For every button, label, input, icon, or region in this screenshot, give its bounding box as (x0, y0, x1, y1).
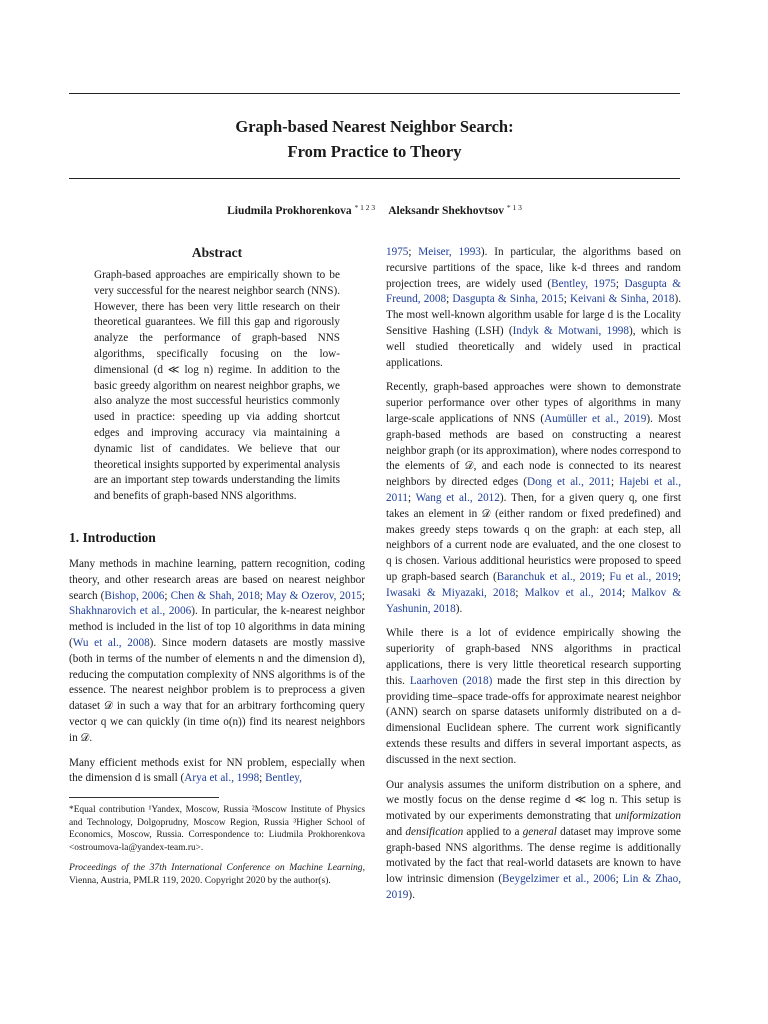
emphasis: uniformization (615, 810, 681, 823)
citation-link[interactable]: Hajebi et al., 2011 (386, 476, 682, 504)
author-affiliation-marks: * 1 3 (506, 203, 522, 212)
citation-link[interactable]: Dong et al., 2011 (527, 476, 611, 489)
intro-paragraph-6: Our analysis assumes the uniform distribution on a sphere, and we mostly focus on the dense regime d ≪ log n. This setup is motivated by our experiments demonstrating that uniformization and densification applied to a general dataset may improve some graph-based NNS algorithms. The dense regime is additionally motivated by the fact that real-world datasets are known to have low intrinsic dimension (Beygelzimer et al., 2006; Lin & Zhao, 2019). (386, 778, 681, 902)
footnote-affiliations: *Equal contribution ¹Yandex, Moscow, Russia ²Moscow Institute of Physics and Technology, Dolgoprudny, Moscow Region, Russia ³Higher School of Economics, Moscow, Russia. Correspondence to: Liudmila Prokhorenkova <ostroumova-la@yandex-team.ru>. (69, 805, 365, 853)
citation-link[interactable]: Bishop, 2006 (104, 589, 165, 602)
author-name: Aleksandr Shekhovtsov (388, 205, 505, 217)
intro-paragraph-1: Many methods in machine learning, pattern recognition, coding theory, and other research areas are based on nearest neighbor search (Bishop, 2006; Chen & Shah, 2018; May & Ozerov, 2015; Shakhnarovich et al., 2006). In particular, the k-nearest neighbor method is included in the list of top 10 algorithms in data mining (Wu et al., 2008). Since modern datasets are mostly massive (both in terms of the number of elements n and the dimension d), reducing the computation complexity of NNS algorithms is of the essence. The nearest neighbor problem is to preprocess a given dataset 𝒟 in such a way that for an arbitrary forthcoming query vector q we can quickly (in time o(n)) find its nearest neighbors in 𝒟. (69, 557, 366, 744)
citation-link[interactable]: Keivani & Sinha, 2018 (570, 293, 675, 306)
author-list (69, 203, 680, 217)
citation-link[interactable]: Wang et al., 2012 (415, 491, 500, 504)
author-name: Liudmila Prokhorenkova (227, 205, 352, 217)
intro-paragraph-4: Recently, graph-based approaches were shown to demonstrate superior performance over other types of algorithms in many large-scale applications of NNS (Aumüller et al., 2019). Most graph-based methods are based on constructing a nearest neighbor graph (or its approximation), where nodes correspond to the elements of 𝒟, and each node is connected to its nearest neighbors by directed edges (Dong et al., 2011; Hajebi et al., 2011; Wang et al., 2012). Then, for a given query q, one first takes an element in 𝒟 (either random or fixed predefined) and makes greedy steps towards q on the graph: at each step, all neighbors of a current node are evaluated, and the one closest to q is chosen. Various additional heuristics were proposed to speed up graph-based search (Baranchuk et al., 2019; Fu et al., 2019; Iwasaki & Miyazaki, 2018; Malkov et al., 2014; Malkov & Yashunin, 2018). (386, 381, 682, 615)
left-column (69, 244, 365, 888)
citation-link[interactable]: Lin & Zhao, 2019 (386, 873, 681, 902)
intro-paragraph-5: While there is a lot of evidence empirically showing the superiority of graph-based NNS algorithms in practical applications, there is very little theoretical research supporting this. Laarhoven (2018) made the first step in this direction by providing time–space trade-offs for approximate nearest neighbor (ANN) search on sparse datasets uniformly distributed on a d-dimensional Euclidean sphere. The current work significantly extends these results and differs in several important aspects, as discussed in the next section. (386, 627, 681, 766)
intro-paragraph-2: Many efficient methods exist for NN problem, especially when the dimension d is small (Arya et al., 1998; Bentley, (69, 756, 365, 785)
citation-link[interactable]: Chen & Shah, 2018 (170, 589, 260, 602)
citation-link[interactable]: May & Ozerov, 2015 (266, 589, 362, 602)
citation-link[interactable]: Shakhnarovich et al., 2006 (69, 605, 192, 618)
citation-link[interactable]: Meiser, 1993 (418, 246, 481, 258)
citation-link[interactable]: Baranchuk et al., 2019 (496, 570, 603, 583)
citation-link[interactable]: Fu et al., 2019 (609, 570, 678, 583)
citation-link[interactable]: Wu et al., 2008 (72, 636, 150, 649)
citation-link[interactable]: Malkov & Yashunin, 2018 (386, 586, 682, 615)
citation-link[interactable]: Bentley, (265, 772, 302, 785)
citation-link[interactable]: Dasgupta & Sinha, 2015 (452, 293, 564, 306)
abstract-text: Graph-based approaches are empirically shown to be very successful for the nearest neighbor search (NNS). However, there has been very little research on their theoretical guarantees. We fill this gap and rigorously analyze the performance of graph-based NNS algorithms, specifically focusing on the low-dimensional (d ≪ log n) regime. In addition to the basic greedy algorithm on nearest neighbor graphs, we also analyze the most successful heuristics commonly used in practice: speeding up via adding shortcut edges and improving accuracy via maintaining a dynamic list of candidates. We believe that our theoretical insights supported by experimental analysis are an important step towards understanding the limits and benefits of graph-based NNS algorithms. (94, 269, 340, 503)
proceedings-note: Proceedings of the 37th International Conference on Machine Learning, Vienna, Austria, PMLR 119, 2020. Copyright 2020 by the author(s). (69, 862, 365, 887)
citation-link[interactable]: Arya et al., 1998 (184, 772, 260, 785)
abstract-heading: Abstract (191, 245, 243, 260)
author-affiliation-marks: * 1 2 3 (354, 203, 376, 212)
top-rule (69, 93, 680, 94)
citation-link[interactable]: Malkov et al., 2014 (524, 586, 623, 599)
citation-link[interactable]: Indyk & Motwani, 1998 (512, 324, 629, 337)
citation-link[interactable]: Dasgupta & Freund, 2008 (386, 277, 681, 306)
paper-title (69, 114, 680, 164)
citation-link[interactable]: Bentley, 1975 (551, 277, 616, 290)
section-heading-introduction: 1. Introduction (69, 529, 156, 545)
emphasis: densification (405, 825, 464, 838)
footnote-rule (69, 797, 219, 798)
citation-link[interactable]: Beygelzimer et al., 2006 (502, 873, 616, 886)
intro-paragraph-3: 1975; Meiser, 1993). In particular, the algorithms based on recursive partitions of the space, like k-d threes and random projection trees, are widely used (Bentley, 1975; Dasgupta & Freund, 2008; Dasgupta & Sinha, 2015; Keivani & Sinha, 2018). The most well-known algorithm usable for large d is the Locality Sensitive Hashing (LSH) (Indyk & Motwani, 1998), which is well studied theoretically and widely used in practical applications. (386, 246, 681, 369)
citation-link[interactable]: Iwasaki & Miyazaki, 2018 (386, 586, 516, 599)
citation-link[interactable]: 1975 (386, 246, 409, 258)
citation-link[interactable]: Aumüller et al., 2019 (544, 412, 647, 425)
right-column (386, 245, 681, 913)
title-line-1: Graph-based Nearest Neighbor Search: (235, 117, 514, 136)
bottom-rule (69, 178, 680, 179)
emphasis: general (522, 825, 557, 838)
citation-link[interactable]: Laarhoven (2018) (409, 674, 493, 687)
title-line-2: From Practice to Theory (287, 142, 462, 161)
proceedings-venue: Proceedings of the 37th International Conference on Machine Learning (69, 862, 363, 874)
